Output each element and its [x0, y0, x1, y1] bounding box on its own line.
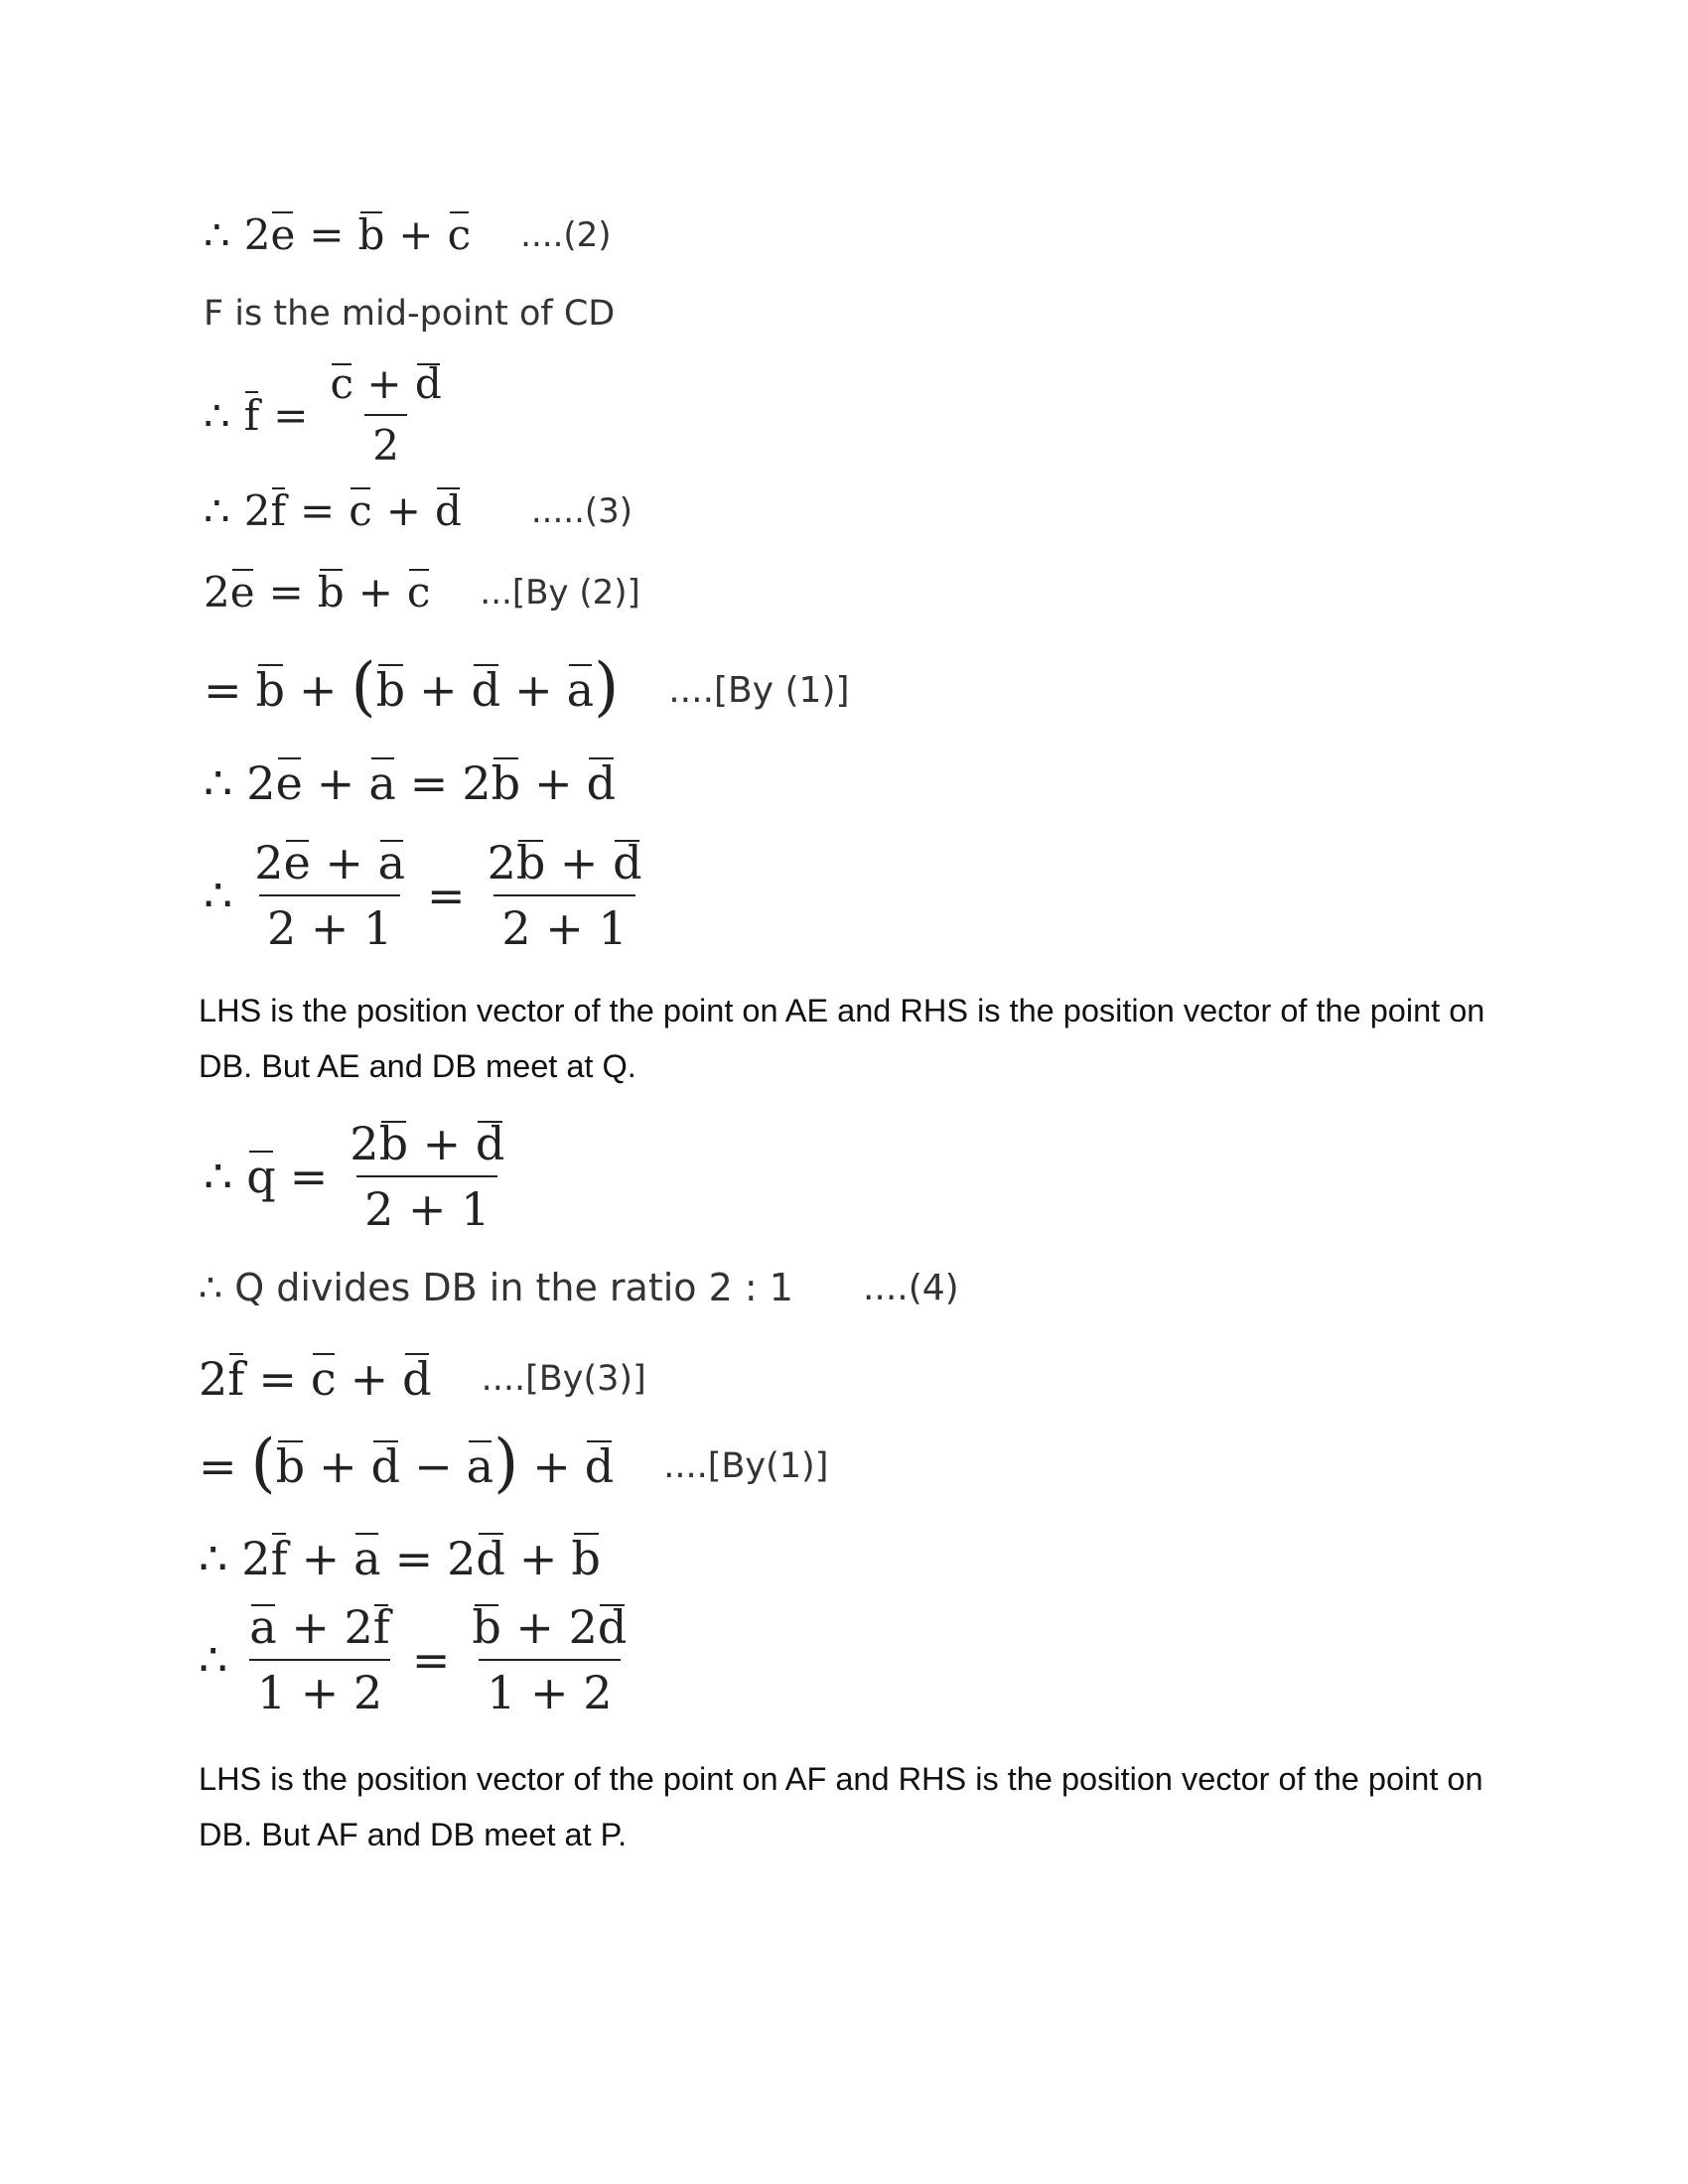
math-expression: 2 f = c + d	[199, 1352, 432, 1406]
fraction: $\frac{2b + d}{2 + 1}$	[350, 1117, 505, 1237]
math-expression: ∴ q = $\frac{2b + d}{2 + 1}$	[204, 1120, 526, 1234]
equation-2	[204, 210, 612, 259]
math-expression: ∴ $\frac{2e + a}{2 + 1}$ = $\frac{2b + d}{2 + 1}$	[204, 839, 664, 953]
math-expression: = ( b + d − a ) + d	[199, 1426, 615, 1501]
statement-midpoint	[204, 294, 615, 334]
explanation-paragraph: LHS is the position vector of the point on AE and RHS is the position vector of the point on DB. But AE and DB meet at Q.	[199, 993, 1485, 1084]
equation-by-3	[199, 1352, 646, 1406]
statement-text: F is the mid-point of CD	[204, 294, 616, 334]
fraction: $\frac{b + 2d}{1 + 2}$	[472, 1600, 628, 1720]
equation-sum-f	[199, 1532, 601, 1585]
equation-reference: ....(2)	[520, 214, 612, 255]
fraction: $\frac{2e + a}{2 + 1}$	[254, 836, 406, 956]
math-expression: ∴ f = $\frac{c + d}{2}$	[204, 362, 464, 468]
equation-reference: .....(3)	[530, 490, 633, 531]
equation-by-1	[204, 649, 850, 725]
equation-ratio-p	[199, 1600, 648, 1720]
fraction: $\frac{c + d}{2}$	[330, 359, 442, 471]
equation-f-fraction	[204, 359, 464, 471]
statement-text: ∴ Q divides DB in the ratio 2 : 1	[199, 1266, 793, 1309]
equation-q	[204, 1117, 526, 1237]
math-expression: ∴ 2 f + a = 2 d + b	[199, 1532, 601, 1585]
equation-3	[204, 486, 633, 535]
fraction: $\frac{a + 2f}{1 + 2}$	[249, 1600, 390, 1720]
math-expression: = b + ( b + d + a )	[204, 649, 620, 725]
equation-by-1-second	[199, 1426, 829, 1501]
math-expression: ∴ 2 f = c + d	[204, 486, 462, 535]
math-expression: ∴ 2 e + a = 2 b + d	[204, 756, 617, 810]
equation-reference: ....[By(3)]	[481, 1359, 646, 1399]
equation-reference: ....(4)	[862, 1267, 959, 1308]
equation-reference: ....[By (1)]	[668, 669, 850, 711]
equation-by-2	[204, 568, 640, 616]
fraction: $\frac{2b + d}{2 + 1}$	[487, 836, 642, 956]
statement-q-divides	[199, 1266, 959, 1309]
math-expression: 2 e = b + c	[204, 568, 431, 616]
equation-reference: ...[By (2)]	[480, 572, 640, 613]
math-expression: ∴ $\frac{a + 2f}{1 + 2}$ = $\frac{b + 2d}{1 + 2}$	[199, 1603, 648, 1717]
math-expression: ∴ 2 e = b + c	[204, 210, 472, 259]
explanation-paragraph: LHS is the position vector of the point on AF and RHS is the position vector of the point on DB. But AF and DB meet at P.	[199, 1761, 1483, 1852]
equation-ratio-q	[204, 836, 664, 956]
equation-reference: ....[By(1)]	[663, 1446, 829, 1486]
equation-sum-e	[204, 756, 616, 810]
